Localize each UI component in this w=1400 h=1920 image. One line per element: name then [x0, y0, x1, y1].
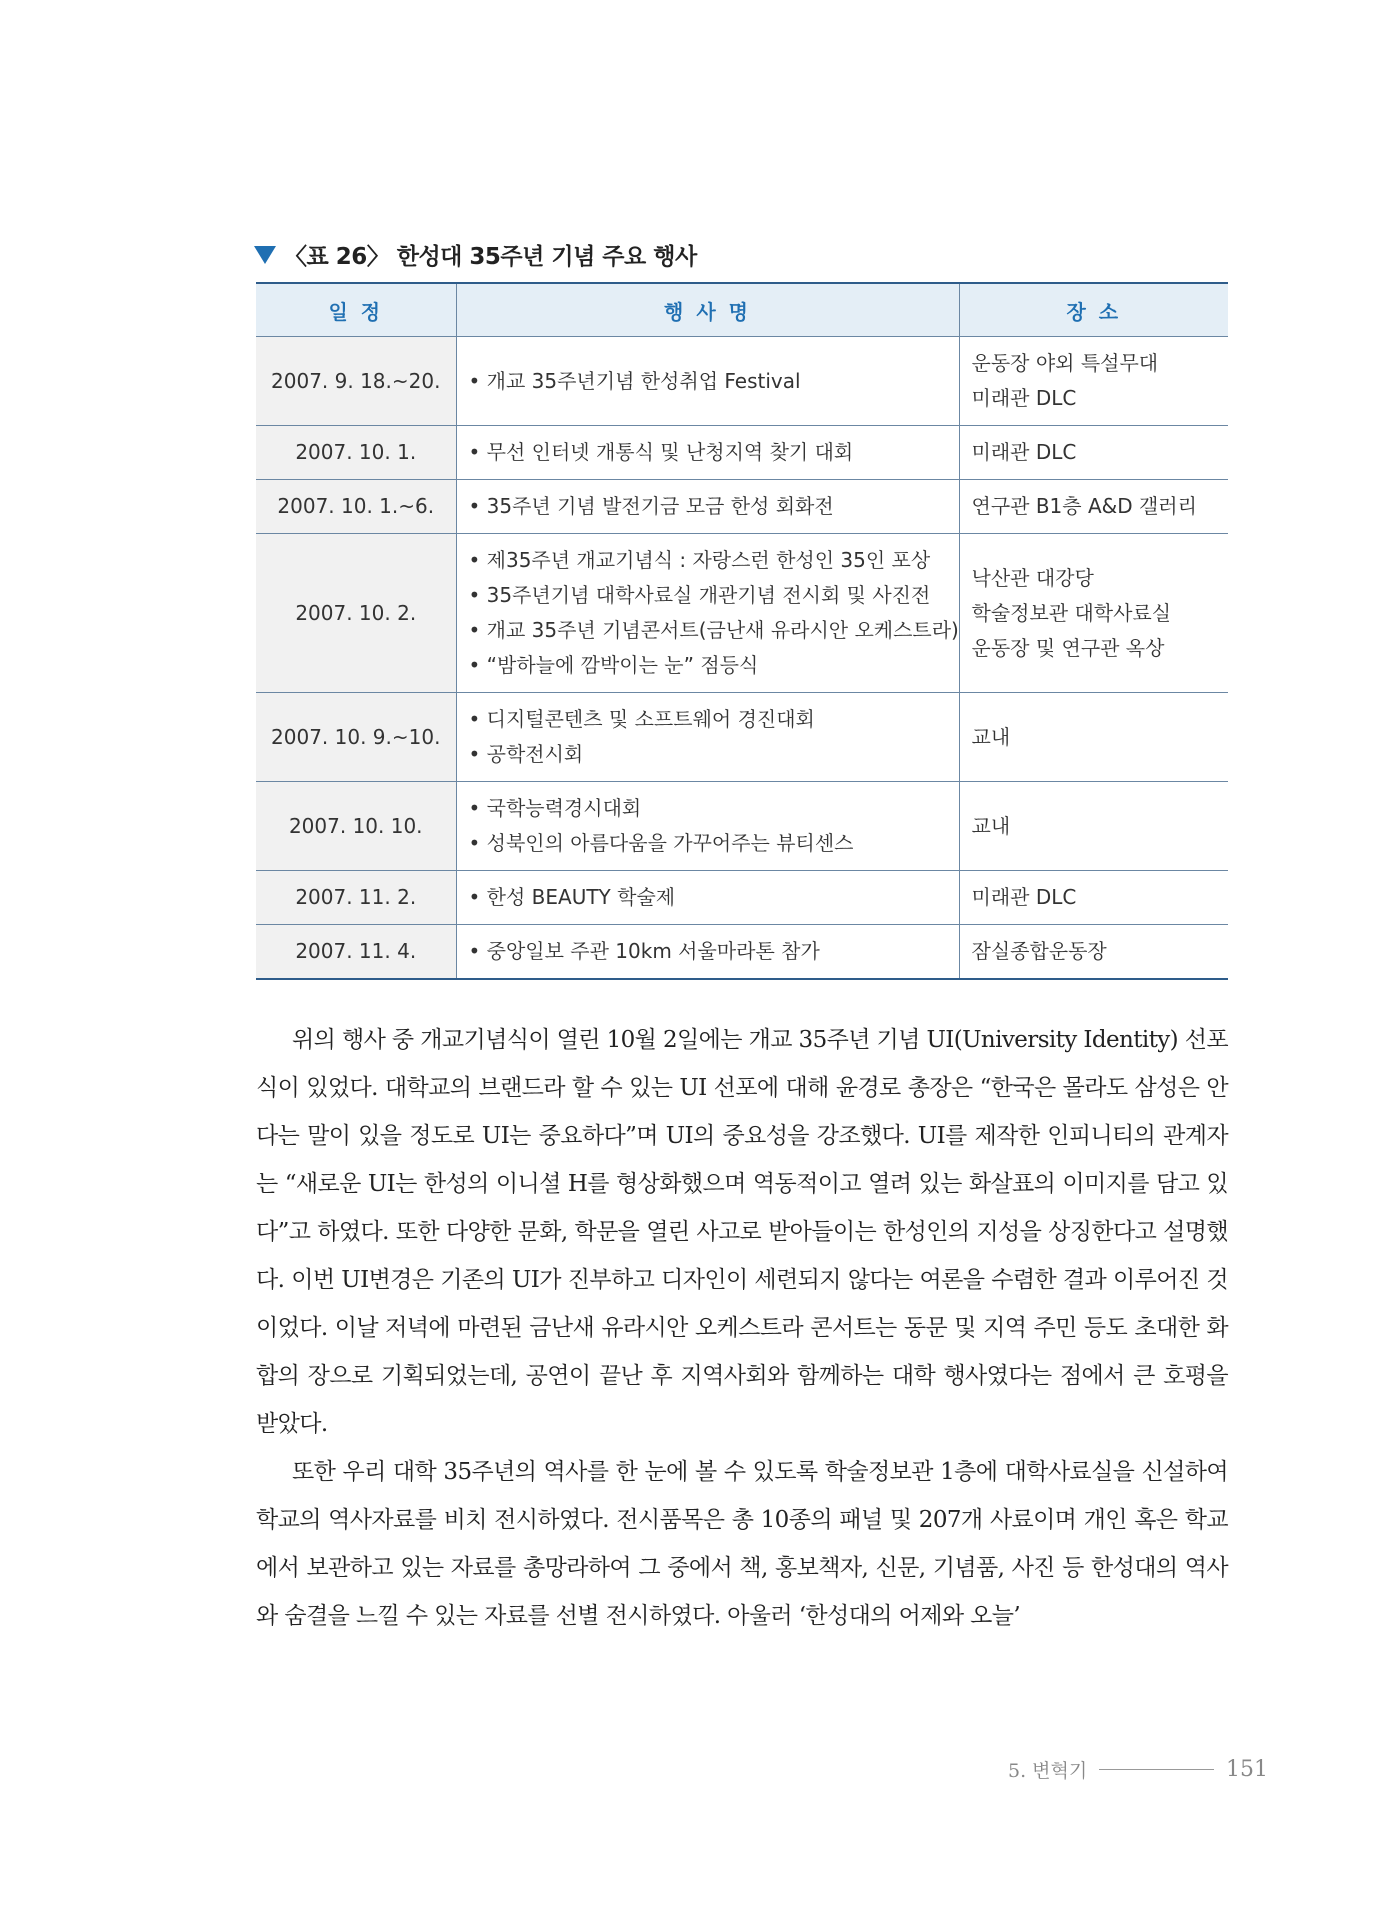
event-cell: [456, 426, 959, 480]
table-row: [256, 871, 1228, 925]
event-cell: [456, 925, 959, 980]
header-place: 장 소: [959, 283, 1228, 337]
place-cell: [959, 480, 1228, 534]
table-row: [256, 782, 1228, 871]
date-cell: 2007. 10. 1.: [256, 426, 456, 480]
event-item: • 35주년 기념 발전기금 모금 한성 회화전: [469, 489, 947, 524]
event-cell: [456, 871, 959, 925]
page-footer: [1008, 1754, 1268, 1784]
date-cell: 2007. 11. 2.: [256, 871, 456, 925]
event-item: • “밤하늘에 깜박이는 눈” 점등식: [469, 648, 947, 683]
event-item: • 개교 35주년기념 한성취업 Festival: [469, 364, 947, 399]
table-row: [256, 925, 1228, 980]
paragraph: 위의 행사 중 개교기념식이 열린 10월 2일에는 개교 35주년 기념 UI(University Identity) 선포식이 있었다. 대학교의 브랜드라 할 수 있는 UI 선포에 대해 윤경로 총장은 “한국은 몰라도 삼성은 안다는 말이 있을 정도로 UI는 중요하다”며 UI의 중요성을 강조했다. UI를 제작한 인피니티의 관계자는 “새로운 UI는 한성의 이니셜 H를 형상화했으며 역동적이고 열려 있는 화살표의 이미지를 담고 있다”고 하였다. 또한 다양한 문화, 학문을 열린 사고로 받아들이는 한성인의 지성을 상징한다고 설명했다. 이번 UI변경은 기존의 UI가 진부하고 디자인이 세련되지 않다는 여론을 수렴한 결과 이루어진 것이었다. 이날 저녁에 마련된 금난새 유라시안 오케스트라 콘서트는 동문 및 지역 주민 등도 초대한 화합의 장으로 기획되었는데, 공연이 끝난 후 지역사회와 함께하는 대학 행사였다는 점에서 큰 호평을 받았다.: [256, 1027, 1228, 1437]
table-row: [256, 480, 1228, 534]
event-cell: [456, 782, 959, 871]
event-cell: [456, 693, 959, 782]
date-cell: 2007. 10. 2.: [256, 534, 456, 693]
chapter-label: 5. 변혁기: [1008, 1759, 1088, 1782]
place-cell: [959, 871, 1228, 925]
place-cell: [959, 693, 1228, 782]
event-item: • 개교 35주년 기념콘서트(금난새 유라시안 오케스트라): [469, 613, 947, 648]
event-item: • 한성 BEAUTY 학술제: [469, 880, 947, 915]
event-cell: [456, 534, 959, 693]
place-item: 교내: [971, 813, 1011, 838]
paragraph: 또한 우리 대학 35주년의 역사를 한 눈에 볼 수 있도록 학술정보관 1층에 대학사료실을 신설하여 학교의 역사자료를 비치 전시하였다. 전시품목은 총 10종의 패널 및 207개 사료이며 개인 혹은 학교에서 보관하고 있는 자료를 총망라하여 그 중에서 책, 홍보책자, 신문, 기념품, 사진 등 한성대의 역사와 숨결을 느낄 수 있는 자료를 선별 전시하였다. 아울러 ‘한성대의 어제와 오늘’: [256, 1459, 1228, 1629]
event-item: • 성북인의 아름다움을 가꾸어주는 뷰티센스: [469, 826, 947, 861]
event-item: • 제35주년 개교기념식 : 자랑스런 한성인 35인 포상: [469, 543, 947, 578]
header-event: 행 사 명: [456, 283, 959, 337]
page-number: 151: [1226, 1756, 1268, 1782]
body-text: [256, 1016, 1228, 1640]
place-item: 잠실종합운동장: [971, 939, 1107, 963]
events-table: [256, 282, 1228, 980]
date-cell: 2007. 10. 9.~10.: [256, 693, 456, 782]
table-body: [256, 337, 1228, 980]
place-cell: [959, 534, 1228, 693]
place-item: 운동장 야외 특설무대: [971, 351, 1159, 375]
header-date: 일 정: [256, 283, 456, 337]
place-item: 학술정보관 대학사료실: [971, 600, 1172, 625]
date-cell: 2007. 11. 4.: [256, 925, 456, 980]
place-item: 미래관 DLC: [971, 885, 1077, 909]
table-header-row: [256, 283, 1228, 337]
event-item: • 중앙일보 주관 10km 서울마라톤 참가: [469, 934, 947, 969]
event-item: • 공학전시회: [469, 737, 947, 772]
place-cell: [959, 782, 1228, 871]
table-row: [256, 693, 1228, 782]
place-cell: [959, 925, 1228, 980]
place-item: 미래관 DLC: [971, 386, 1077, 410]
footer-rule: [1099, 1769, 1214, 1770]
event-cell: [456, 480, 959, 534]
event-item: • 국학능력경시대회: [469, 791, 947, 826]
date-cell: 2007. 9. 18.~20.: [256, 337, 456, 426]
date-cell: 2007. 10. 10.: [256, 782, 456, 871]
place-item: 미래관 DLC: [971, 440, 1077, 464]
place-item: 연구관 B1층 A&D 갤러리: [971, 494, 1197, 518]
triangle-marker-icon: [254, 246, 276, 264]
table-row: [256, 534, 1228, 693]
place-cell: [959, 426, 1228, 480]
event-item: • 무선 인터넷 개통식 및 난청지역 찾기 대회: [469, 435, 947, 470]
table-caption-text: 〈표 26〉 한성대 35주년 기념 주요 행사: [284, 244, 697, 270]
event-item: • 디지털콘텐츠 및 소프트웨어 경진대회: [469, 702, 947, 737]
place-item: 운동장 및 연구관 옥상: [971, 635, 1165, 660]
event-cell: [456, 337, 959, 426]
place-cell: [959, 337, 1228, 426]
table-row: [256, 337, 1228, 426]
event-item: • 35주년기념 대학사료실 개관기념 전시회 및 사진전: [469, 578, 947, 613]
table-caption: [254, 238, 697, 271]
place-item: 교내: [971, 724, 1011, 749]
table-row: [256, 426, 1228, 480]
date-cell: 2007. 10. 1.~6.: [256, 480, 456, 534]
place-item: 낙산관 대강당: [971, 565, 1094, 590]
